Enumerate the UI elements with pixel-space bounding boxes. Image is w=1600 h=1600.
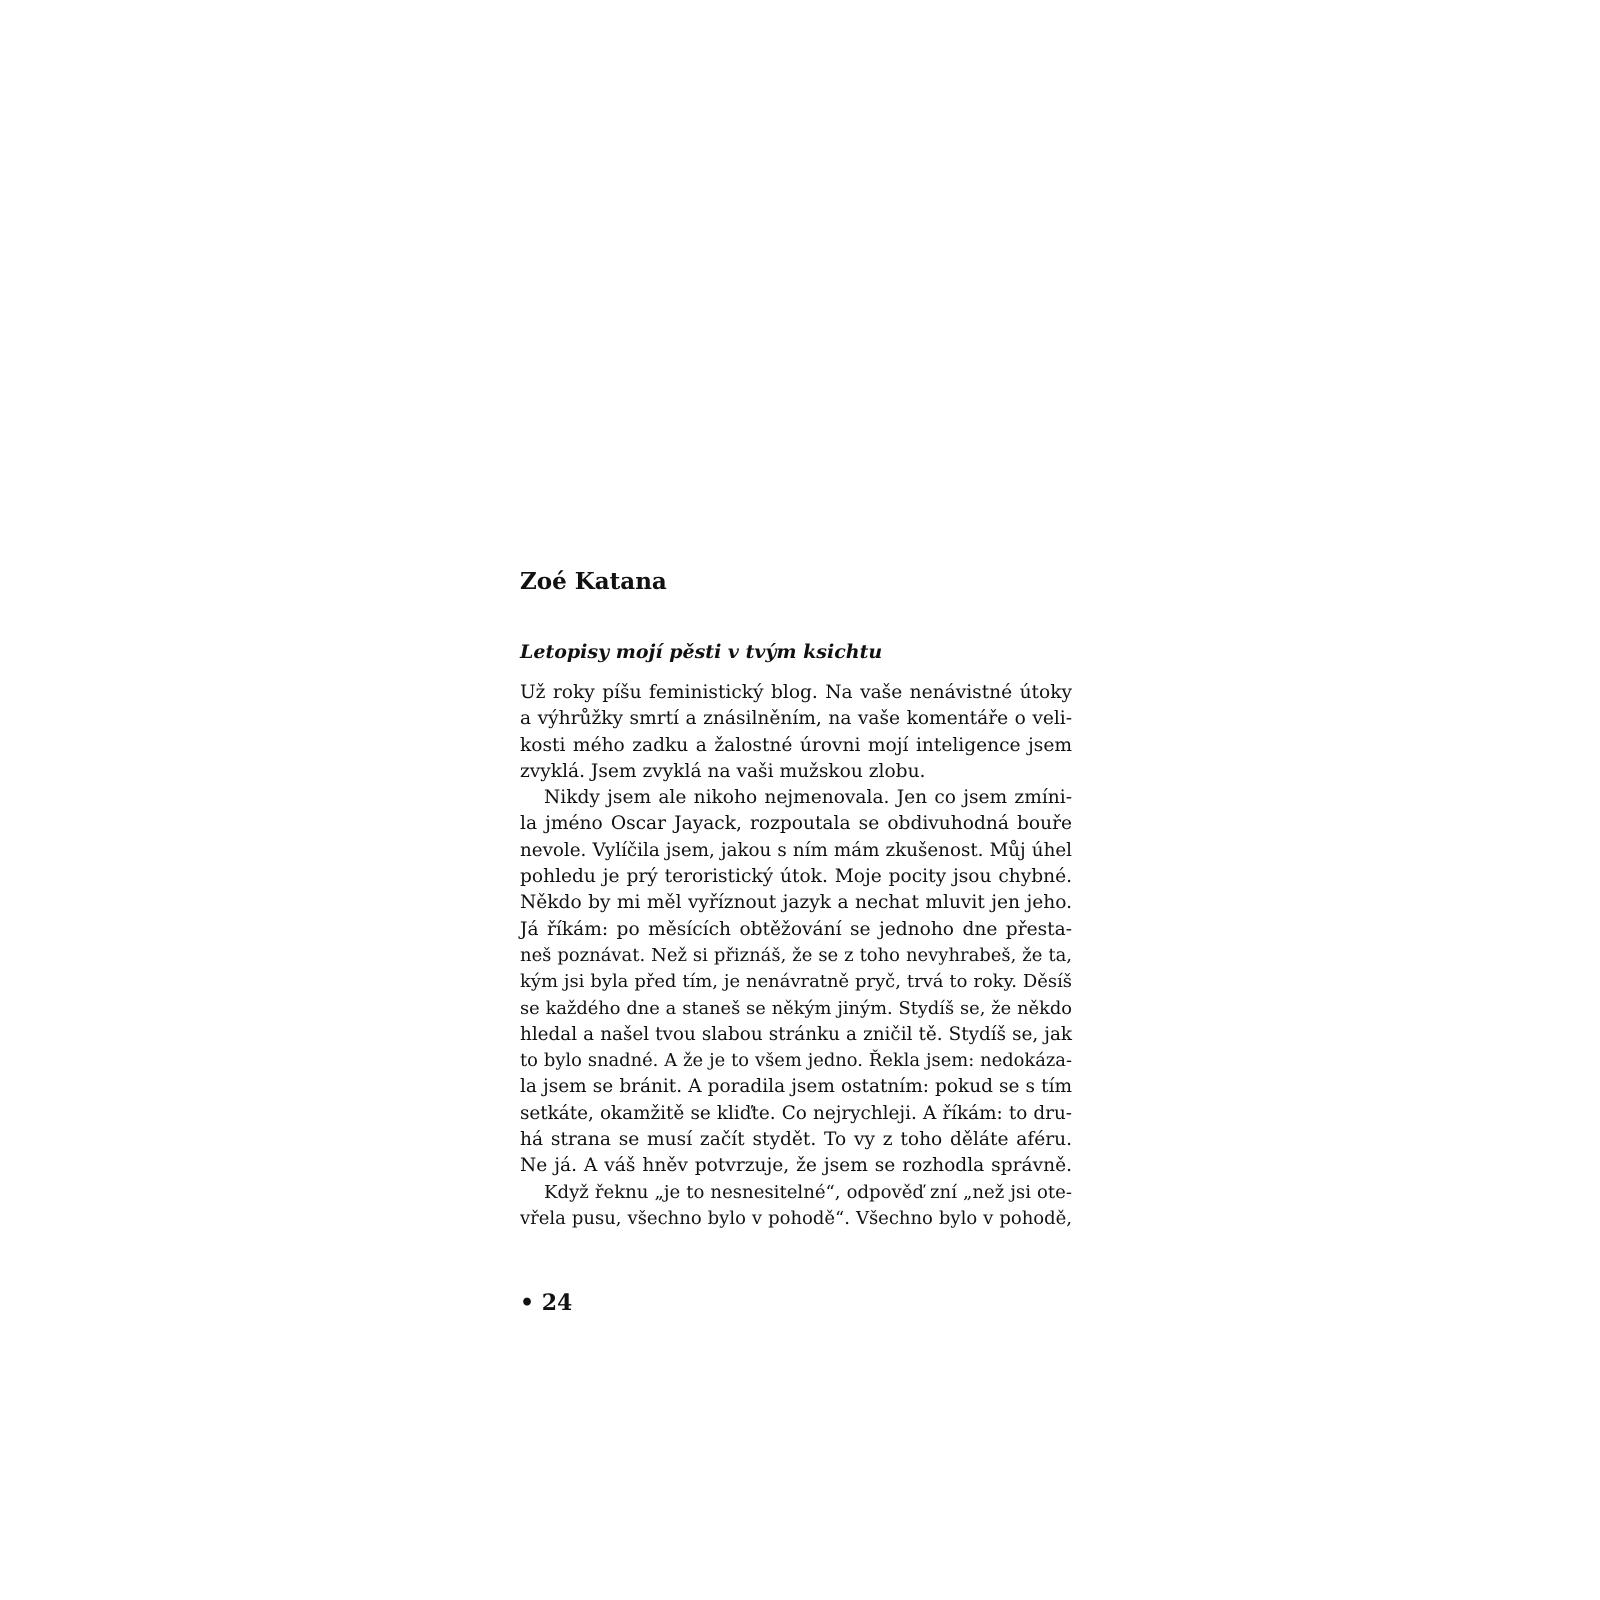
text-line: Ne já. A váš hněv potvrzuje, že jsem se rozhodla správně.: [520, 1155, 1072, 1177]
text-line: se každého dne a staneš se někým jiným. Stydíš se, že někdo: [520, 997, 1072, 1019]
chapter-title: Letopisy mojí pěsti v tvým ksichtu: [520, 641, 883, 663]
text-line: Někdo by mi měl vyříznout jazyk a nechat mluvit jen jeho.: [520, 892, 1072, 914]
body-text: [520, 680, 1072, 1232]
text-line: neš poznávat. Než si přiznáš, že se z toho nevyhrabeš, že ta,: [520, 944, 1072, 966]
text-line: Když řeknu „je to nesnesitelné“, odpověď zní „než jsi ote-: [544, 1181, 1072, 1203]
text-line: kým jsi byla před tím, je nenávratně pryč, trvá to roky. Děsíš: [520, 971, 1072, 993]
text-line: hledal a našel tvou slabou stránku a zničil tě. Stydíš se, jak: [520, 1023, 1072, 1045]
text-line: kosti mého zadku a žalostné úrovni mojí inteligence jsem: [520, 734, 1072, 756]
text-line: la jsem se bránit. A poradila jsem ostatním: pokud se s tím: [520, 1076, 1072, 1098]
text-line: Nikdy jsem ale nikoho nejmenovala. Jen co jsem zmíni-: [544, 787, 1072, 809]
text-line: setkáte, okamžitě se kliďte. Co nejrychleji. A říkám: to dru-: [520, 1102, 1072, 1124]
text-line: to bylo snadné. A že je to všem jedno. Řekla jsem: nedokáza-: [520, 1050, 1072, 1072]
page-number: • 24: [520, 1290, 573, 1316]
text-line: a výhrůžky smrtí a znásilněním, na vaše komentáře o veli-: [520, 708, 1072, 730]
author-name: Zoé Katana: [520, 568, 667, 595]
text-line: nevole. Vylíčila jsem, jakou s ním mám zkušenost. Můj úhel: [520, 839, 1072, 861]
text-line: Už roky píšu feministický blog. Na vaše nenávistné útoky: [520, 682, 1072, 703]
text-line: Já říkám: po měsících obtěžování se jednoho dne přesta-: [520, 918, 1072, 940]
text-line: há strana se musí začít stydět. To vy z toho děláte aféru.: [520, 1129, 1072, 1151]
text-line: la jméno Oscar Jayack, rozpoutala se obdivuhodná bouře: [520, 813, 1072, 835]
text-line: vřela pusu, všechno bylo v pohodě“. Všechno bylo v pohodě,: [520, 1207, 1072, 1229]
text-line: pohledu je prý teroristický útok. Moje pocity jsou chybné.: [520, 866, 1072, 888]
text-line: zvyklá. Jsem zvyklá na vaši mužskou zlobu.: [520, 760, 926, 782]
